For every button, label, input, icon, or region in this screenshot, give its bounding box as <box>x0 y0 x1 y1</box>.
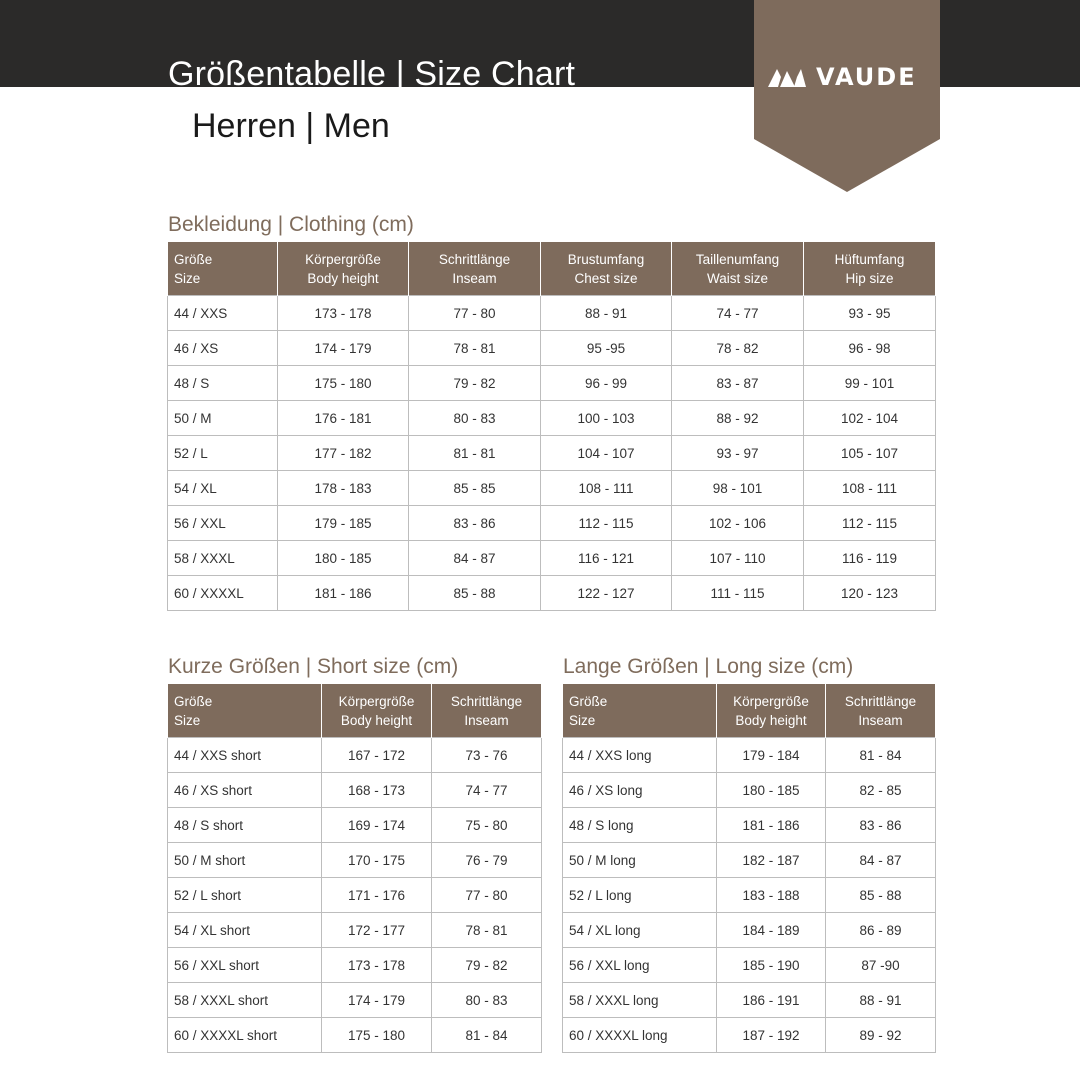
size-label-cell: 54 / XL <box>168 471 278 506</box>
measurement-cell: 169 - 174 <box>322 808 432 843</box>
size-label-cell: 50 / M short <box>168 843 322 878</box>
column-header-de: Schrittlänge <box>438 251 511 267</box>
measurement-cell: 185 - 190 <box>717 948 826 983</box>
page-subtitle: Herren | Men <box>192 107 390 145</box>
measurement-cell: 183 - 188 <box>717 878 826 913</box>
table-row <box>563 983 936 1018</box>
size-label-cell: 46 / XS <box>168 331 278 366</box>
column-header <box>322 684 432 738</box>
table-row <box>563 738 936 773</box>
measurement-cell: 89 - 92 <box>826 1018 936 1053</box>
measurement-cell: 74 - 77 <box>432 773 542 808</box>
measurement-cell: 85 - 88 <box>826 878 936 913</box>
table-row <box>168 983 542 1018</box>
measurement-cell: 184 - 189 <box>717 913 826 948</box>
measurement-cell: 116 - 121 <box>541 541 672 576</box>
measurement-cell: 186 - 191 <box>717 983 826 1018</box>
size-label-cell: 44 / XXS short <box>168 738 322 773</box>
column-header <box>432 684 542 738</box>
table-header-row <box>563 684 936 738</box>
size-label-cell: 58 / XXXL long <box>563 983 717 1018</box>
measurement-cell: 88 - 92 <box>672 401 804 436</box>
measurement-cell: 78 - 81 <box>432 913 542 948</box>
column-header <box>826 684 936 738</box>
size-label-cell: 44 / XXS long <box>563 738 717 773</box>
long-section-title: Lange Größen | Long size (cm) <box>563 655 854 678</box>
table-row <box>563 878 936 913</box>
column-header-de: Brustumfang <box>567 251 645 267</box>
measurement-cell: 82 - 85 <box>826 773 936 808</box>
column-header <box>717 684 826 738</box>
measurement-cell: 98 - 101 <box>672 471 804 506</box>
measurement-cell: 84 - 87 <box>409 541 541 576</box>
measurement-cell: 181 - 186 <box>278 576 409 611</box>
measurement-cell: 179 - 185 <box>278 506 409 541</box>
measurement-cell: 99 - 101 <box>804 366 936 401</box>
measurement-cell: 73 - 76 <box>432 738 542 773</box>
measurement-cell: 104 - 107 <box>541 436 672 471</box>
measurement-cell: 172 - 177 <box>322 913 432 948</box>
measurement-cell: 105 - 107 <box>804 436 936 471</box>
size-label-cell: 52 / L short <box>168 878 322 913</box>
measurement-cell: 78 - 81 <box>409 331 541 366</box>
column-header-en: Size <box>174 712 201 728</box>
size-label-cell: 52 / L <box>168 436 278 471</box>
column-header-de: Körpergröße <box>305 251 381 267</box>
size-label-cell: 50 / M <box>168 401 278 436</box>
column-header <box>409 242 541 296</box>
column-header-en: Inseam <box>858 712 903 728</box>
mountain-logo-icon <box>768 65 806 89</box>
column-header-en: Body height <box>735 712 807 728</box>
measurement-cell: 79 - 82 <box>409 366 541 401</box>
measurement-cell: 175 - 180 <box>322 1018 432 1053</box>
table-row <box>168 576 936 611</box>
table-row <box>168 436 936 471</box>
size-label-cell: 46 / XS short <box>168 773 322 808</box>
clothing-size-table <box>167 241 936 611</box>
measurement-cell: 170 - 175 <box>322 843 432 878</box>
column-header <box>563 684 717 738</box>
measurement-cell: 88 - 91 <box>826 983 936 1018</box>
measurement-cell: 93 - 95 <box>804 296 936 331</box>
measurement-cell: 77 - 80 <box>409 296 541 331</box>
measurement-cell: 81 - 84 <box>826 738 936 773</box>
column-header <box>541 242 672 296</box>
table-row <box>563 913 936 948</box>
size-label-cell: 56 / XXL <box>168 506 278 541</box>
table-row <box>563 843 936 878</box>
size-label-cell: 58 / XXXL <box>168 541 278 576</box>
long-size-table <box>562 683 936 1053</box>
measurement-cell: 112 - 115 <box>804 506 936 541</box>
measurement-cell: 174 - 179 <box>322 983 432 1018</box>
measurement-cell: 108 - 111 <box>804 471 936 506</box>
size-label-cell: 48 / S <box>168 366 278 401</box>
size-label-cell: 54 / XL short <box>168 913 322 948</box>
table-row <box>563 808 936 843</box>
size-label-cell: 48 / S short <box>168 808 322 843</box>
measurement-cell: 74 - 77 <box>672 296 804 331</box>
column-header-de: Taillenumfang <box>695 251 780 267</box>
column-header-de: Körpergröße <box>733 693 809 709</box>
page-title: Größentabelle | Size Chart <box>168 55 576 93</box>
measurement-cell: 80 - 83 <box>432 983 542 1018</box>
column-header-en: Waist size <box>706 270 768 286</box>
brand-name: VAUDE <box>816 63 917 91</box>
table-row <box>563 1018 936 1053</box>
measurement-cell: 168 - 173 <box>322 773 432 808</box>
column-header-en: Size <box>174 270 201 286</box>
measurement-cell: 175 - 180 <box>278 366 409 401</box>
measurement-cell: 120 - 123 <box>804 576 936 611</box>
size-label-cell: 52 / L long <box>563 878 717 913</box>
column-header-de: Schrittlänge <box>450 693 523 709</box>
measurement-cell: 84 - 87 <box>826 843 936 878</box>
table-row <box>563 773 936 808</box>
size-label-cell: 50 / M long <box>563 843 717 878</box>
measurement-cell: 178 - 183 <box>278 471 409 506</box>
measurement-cell: 83 - 86 <box>826 808 936 843</box>
measurement-cell: 86 - 89 <box>826 913 936 948</box>
column-header-de: Hüftumfang <box>834 251 905 267</box>
measurement-cell: 180 - 185 <box>278 541 409 576</box>
measurement-cell: 122 - 127 <box>541 576 672 611</box>
measurement-cell: 171 - 176 <box>322 878 432 913</box>
measurement-cell: 76 - 79 <box>432 843 542 878</box>
column-header-en: Chest size <box>574 270 638 286</box>
table-row <box>168 506 936 541</box>
column-header <box>278 242 409 296</box>
table-header-row <box>168 242 936 296</box>
measurement-cell: 83 - 87 <box>672 366 804 401</box>
measurement-cell: 176 - 181 <box>278 401 409 436</box>
measurement-cell: 87 -90 <box>826 948 936 983</box>
table-row <box>168 913 542 948</box>
measurement-cell: 85 - 88 <box>409 576 541 611</box>
size-label-cell: 54 / XL long <box>563 913 717 948</box>
measurement-cell: 173 - 178 <box>278 296 409 331</box>
measurement-cell: 93 - 97 <box>672 436 804 471</box>
short-size-table <box>167 683 542 1053</box>
column-header <box>672 242 804 296</box>
measurement-cell: 173 - 178 <box>322 948 432 983</box>
table-row <box>563 948 936 983</box>
table-row <box>168 948 542 983</box>
table-row <box>168 738 542 773</box>
measurement-cell: 75 - 80 <box>432 808 542 843</box>
measurement-cell: 177 - 182 <box>278 436 409 471</box>
measurement-cell: 108 - 111 <box>541 471 672 506</box>
short-section-title: Kurze Größen | Short size (cm) <box>168 655 459 678</box>
column-header <box>168 242 278 296</box>
measurement-cell: 187 - 192 <box>717 1018 826 1053</box>
clothing-section-title: Bekleidung | Clothing (cm) <box>168 213 414 236</box>
measurement-cell: 77 - 80 <box>432 878 542 913</box>
size-label-cell: 60 / XXXXL long <box>563 1018 717 1053</box>
table-row <box>168 471 936 506</box>
column-header-de: Größe <box>569 693 608 709</box>
column-header-en: Body height <box>340 712 413 728</box>
measurement-cell: 174 - 179 <box>278 331 409 366</box>
table-row <box>168 366 936 401</box>
brand-badge <box>754 0 940 192</box>
measurement-cell: 181 - 186 <box>717 808 826 843</box>
measurement-cell: 112 - 115 <box>541 506 672 541</box>
measurement-cell: 180 - 185 <box>717 773 826 808</box>
measurement-cell: 95 -95 <box>541 331 672 366</box>
table-row <box>168 401 936 436</box>
measurement-cell: 102 - 104 <box>804 401 936 436</box>
size-label-cell: 48 / S long <box>563 808 717 843</box>
table-row <box>168 1018 542 1053</box>
measurement-cell: 107 - 110 <box>672 541 804 576</box>
measurement-cell: 167 - 172 <box>322 738 432 773</box>
size-label-cell: 56 / XXL short <box>168 948 322 983</box>
table-header-row <box>168 684 542 738</box>
table-row <box>168 808 542 843</box>
column-header-en: Body height <box>307 270 379 286</box>
measurement-cell: 78 - 82 <box>672 331 804 366</box>
measurement-cell: 100 - 103 <box>541 401 672 436</box>
column-header-en: Hip size <box>845 270 894 286</box>
column-header-en: Inseam <box>452 270 497 286</box>
column-header <box>804 242 936 296</box>
measurement-cell: 81 - 84 <box>432 1018 542 1053</box>
measurement-cell: 85 - 85 <box>409 471 541 506</box>
column-header-en: Size <box>569 712 596 728</box>
measurement-cell: 83 - 86 <box>409 506 541 541</box>
size-label-cell: 56 / XXL long <box>563 948 717 983</box>
brand-logo <box>768 58 928 96</box>
measurement-cell: 81 - 81 <box>409 436 541 471</box>
size-label-cell: 60 / XXXXL <box>168 576 278 611</box>
table-row <box>168 541 936 576</box>
column-header-de: Größe <box>174 251 213 267</box>
measurement-cell: 96 - 98 <box>804 331 936 366</box>
measurement-cell: 179 - 184 <box>717 738 826 773</box>
column-header-de: Schrittlänge <box>844 693 917 709</box>
table-row <box>168 296 936 331</box>
column-header-de: Größe <box>174 693 213 709</box>
measurement-cell: 182 - 187 <box>717 843 826 878</box>
table-row <box>168 843 542 878</box>
column-header-de: Körpergröße <box>338 693 415 709</box>
column-header <box>168 684 322 738</box>
measurement-cell: 116 - 119 <box>804 541 936 576</box>
size-label-cell: 44 / XXS <box>168 296 278 331</box>
table-row <box>168 331 936 366</box>
size-label-cell: 60 / XXXXL short <box>168 1018 322 1053</box>
table-row <box>168 878 542 913</box>
measurement-cell: 88 - 91 <box>541 296 672 331</box>
table-row <box>168 773 542 808</box>
measurement-cell: 96 - 99 <box>541 366 672 401</box>
size-label-cell: 46 / XS long <box>563 773 717 808</box>
measurement-cell: 79 - 82 <box>432 948 542 983</box>
column-header-en: Inseam <box>464 712 509 728</box>
measurement-cell: 80 - 83 <box>409 401 541 436</box>
measurement-cell: 102 - 106 <box>672 506 804 541</box>
measurement-cell: 111 - 115 <box>672 576 804 611</box>
size-label-cell: 58 / XXXL short <box>168 983 322 1018</box>
